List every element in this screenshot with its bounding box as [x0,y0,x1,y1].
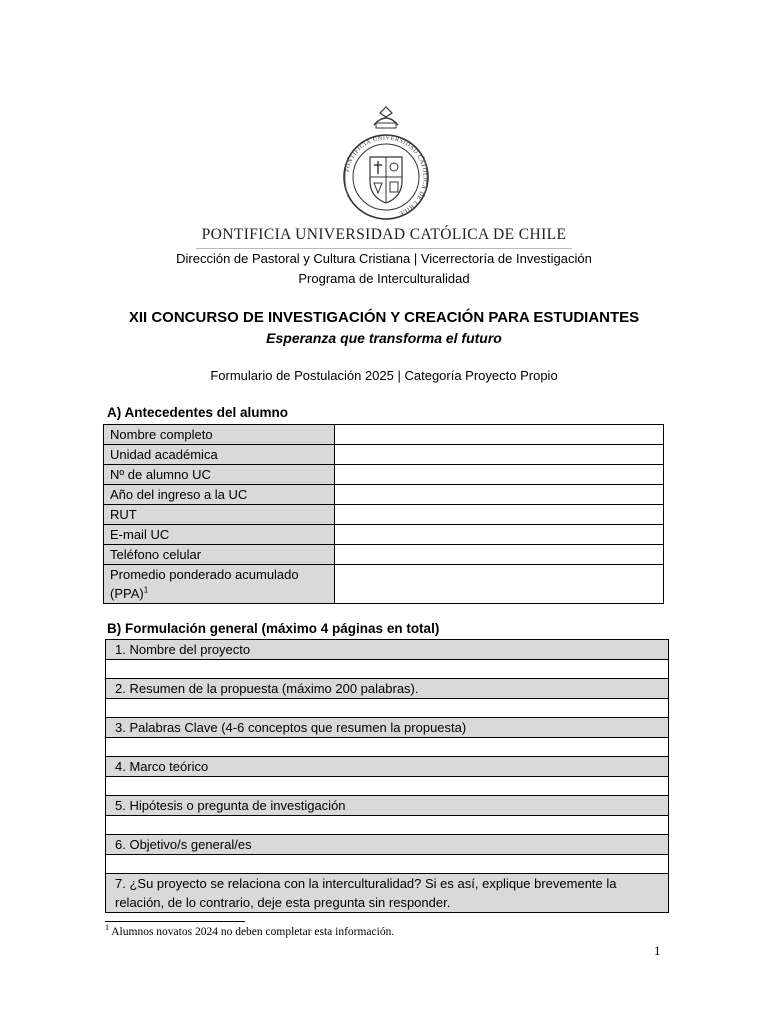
table-row [104,505,664,525]
general-formulation-table [105,639,669,913]
section-b-heading: B) Formulación general (máximo 4 páginas en total) [107,621,440,636]
field-label: Promedio ponderado acumulado (PPA) [110,567,299,601]
field-value-telefono[interactable] [335,545,664,565]
header-department-line: Dirección de Pastoral y Cultura Cristiana | Vicerrectoría de Investigación [176,251,592,266]
field-label: Teléfono celular [104,545,335,565]
footnote-text: Alumnos novatos 2024 no deben completar esta información. [111,926,395,938]
question-label: 4. Marco teórico [106,757,669,777]
student-info-table [103,424,664,604]
table-row [104,525,664,545]
header-divider [196,248,572,249]
question-label: 1. Nombre del proyecto [106,640,669,660]
form-category-line: Formulario de Postulación 2025 | Categoría Proyecto Propio [210,368,558,383]
university-name: PONTIFICIA UNIVERSIDAD CATÓLICA DE CHILE [201,226,567,243]
field-value-ppa[interactable] [335,565,664,604]
seal-ring-text: PONTIFICIA UNIVERSIDAD CATOLICA DE CHILE [344,135,428,217]
field-label: Nº de alumno UC [104,465,335,485]
table-row [104,565,664,604]
footnote-ref: 1 [143,585,149,595]
section-a-heading: A) Antecedentes del alumno [107,405,289,420]
field-label: E-mail UC [104,525,335,545]
table-row [104,465,664,485]
answer-field[interactable] [106,816,669,835]
field-label: Nombre completo [104,425,335,445]
field-value-email[interactable] [335,525,664,545]
footnote-separator [105,921,245,922]
field-value-nombre-completo[interactable] [335,425,664,445]
footnote [105,923,395,938]
field-label: RUT [104,505,335,525]
table-row [104,485,664,505]
university-seal-logo [340,103,432,223]
header-program-line: Programa de Interculturalidad [298,271,470,286]
question-label: 2. Resumen de la propuesta (máximo 200 palabras). [106,679,669,699]
question-label: 5. Hipótesis o pregunta de investigación [106,796,669,816]
footnote-mark: 1 [105,923,109,933]
field-value-ano-ingreso[interactable] [335,485,664,505]
field-label: Año del ingreso a la UC [104,485,335,505]
table-row [104,445,664,465]
document-title: XII CONCURSO DE INVESTIGACIÓN Y CREACIÓN PARA ESTUDIANTES [128,309,640,326]
page-number: 1 [654,943,661,958]
table-row [104,425,664,445]
field-label: Unidad académica [104,445,335,465]
answer-field[interactable] [106,855,669,874]
field-value-rut[interactable] [335,505,664,525]
answer-field[interactable] [106,777,669,796]
field-value-unidad-academica[interactable] [335,445,664,465]
document-subtitle: Esperanza que transforma el futuro [266,330,502,346]
question-label: 3. Palabras Clave (4-6 conceptos que resumen la propuesta) [106,718,669,738]
field-value-numero-alumno[interactable] [335,465,664,485]
answer-field[interactable] [106,699,669,718]
question-label: 6. Objetivo/s general/es [106,835,669,855]
answer-field[interactable] [106,660,669,679]
question-label: 7. ¿Su proyecto se relaciona con la interculturalidad? Si es así, explique brevemente la relación, de lo contrario, deje esta pregunta sin responder. [106,874,669,913]
field-label-ppa [104,565,335,604]
answer-field[interactable] [106,738,669,757]
table-row [104,545,664,565]
